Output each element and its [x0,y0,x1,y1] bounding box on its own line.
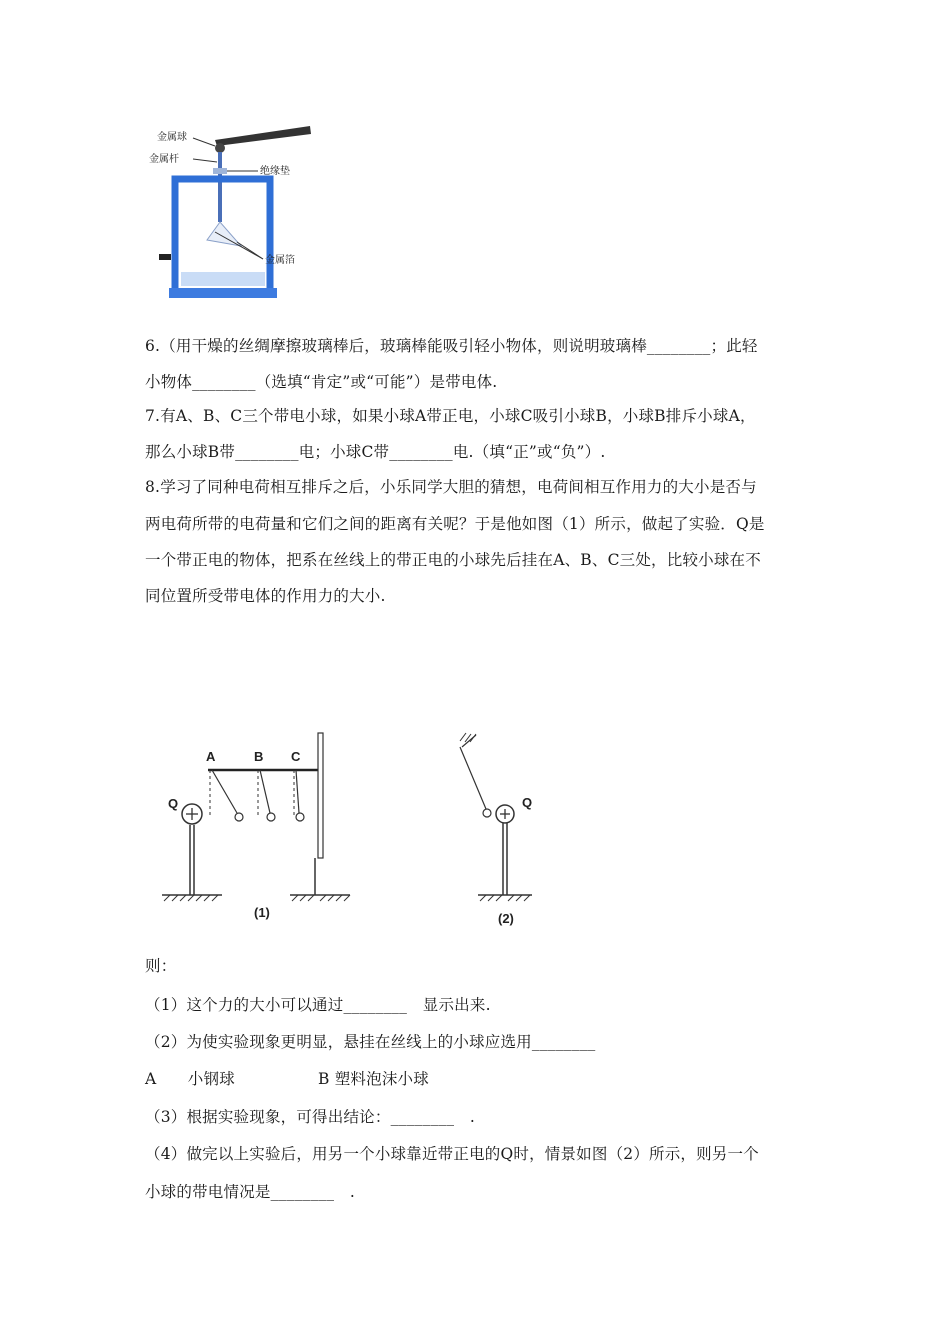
sub-question-4-line1: （4）做完以上实验后，用另一个小球靠近带正电的Q时，情景如图（2）所示，则另一个 [145,1145,759,1163]
q7-line2: 那么小球B带________电；小球C带________电.（填“正”或“负”）. [145,443,606,461]
label-a: A [206,749,216,764]
sub-question-3: （3）根据实验现象，可得出结论：________ . [145,1108,475,1126]
q8-line3: 一个带正电的物体，把系在丝线上的带正电的小球先后挂在A、B、C三处，比较小球在不 [145,551,761,569]
q7-line1: 7.有A、B、C三个带电小球，如果小球A带正电，小球C吸引小球B，小球B排斥小球A， [145,407,756,425]
q6-line1: 6.（用干燥的丝绸摩擦玻璃棒后，玻璃棒能吸引轻小物体，则说明玻璃棒________；此轻 [145,337,758,355]
option-b: B 塑料泡沫小球 [318,1070,429,1088]
caption-2: (2) [498,911,514,926]
label-metal-ball: 金属球 [157,132,187,143]
metal-ball-shape [215,143,225,153]
q8-line2: 两电荷所带的电荷量和它们之间的距离有关呢？于是他如图（1）所示，做起了实验．Q是 [145,515,765,533]
ball-a [235,813,243,821]
label-c: C [291,749,301,764]
ball-c [296,813,304,821]
ball-b [267,813,275,821]
label-metal-rod: 金属杆 [149,154,179,165]
q6-line2: 小物体________（选填“肯定”或“可能”）是带电体. [145,373,498,391]
label-q2: Q [522,795,533,810]
sub-question-1: （1）这个力的大小可以通过________ 显示出来. [145,996,491,1014]
q8-line4: 同位置所受带电体的作用力的大小. [145,587,386,605]
caption-1: (1) [254,905,270,920]
sub-question-2: （2）为使实验现象更明显，悬挂在丝线上的小球应选用________ [145,1033,596,1051]
ball-other [483,809,491,817]
electroscope-figure [145,122,315,307]
experiment-figure [150,725,570,930]
then-text: 则： [145,957,177,975]
q8-line1: 8.学习了同种电荷相互排斥之后，小乐同学大胆的猜想，电荷间相互作用力的大小是否与 [145,478,757,496]
sub-question-4-line2: 小球的带电情况是________ . [145,1183,356,1201]
label-metal-foil: 金属箔 [265,255,295,266]
label-b: B [254,749,264,764]
label-insulation-pad: 绝缘垫 [260,166,290,177]
option-a: A 小钢球 [145,1070,235,1088]
label-q1: Q [168,796,179,811]
